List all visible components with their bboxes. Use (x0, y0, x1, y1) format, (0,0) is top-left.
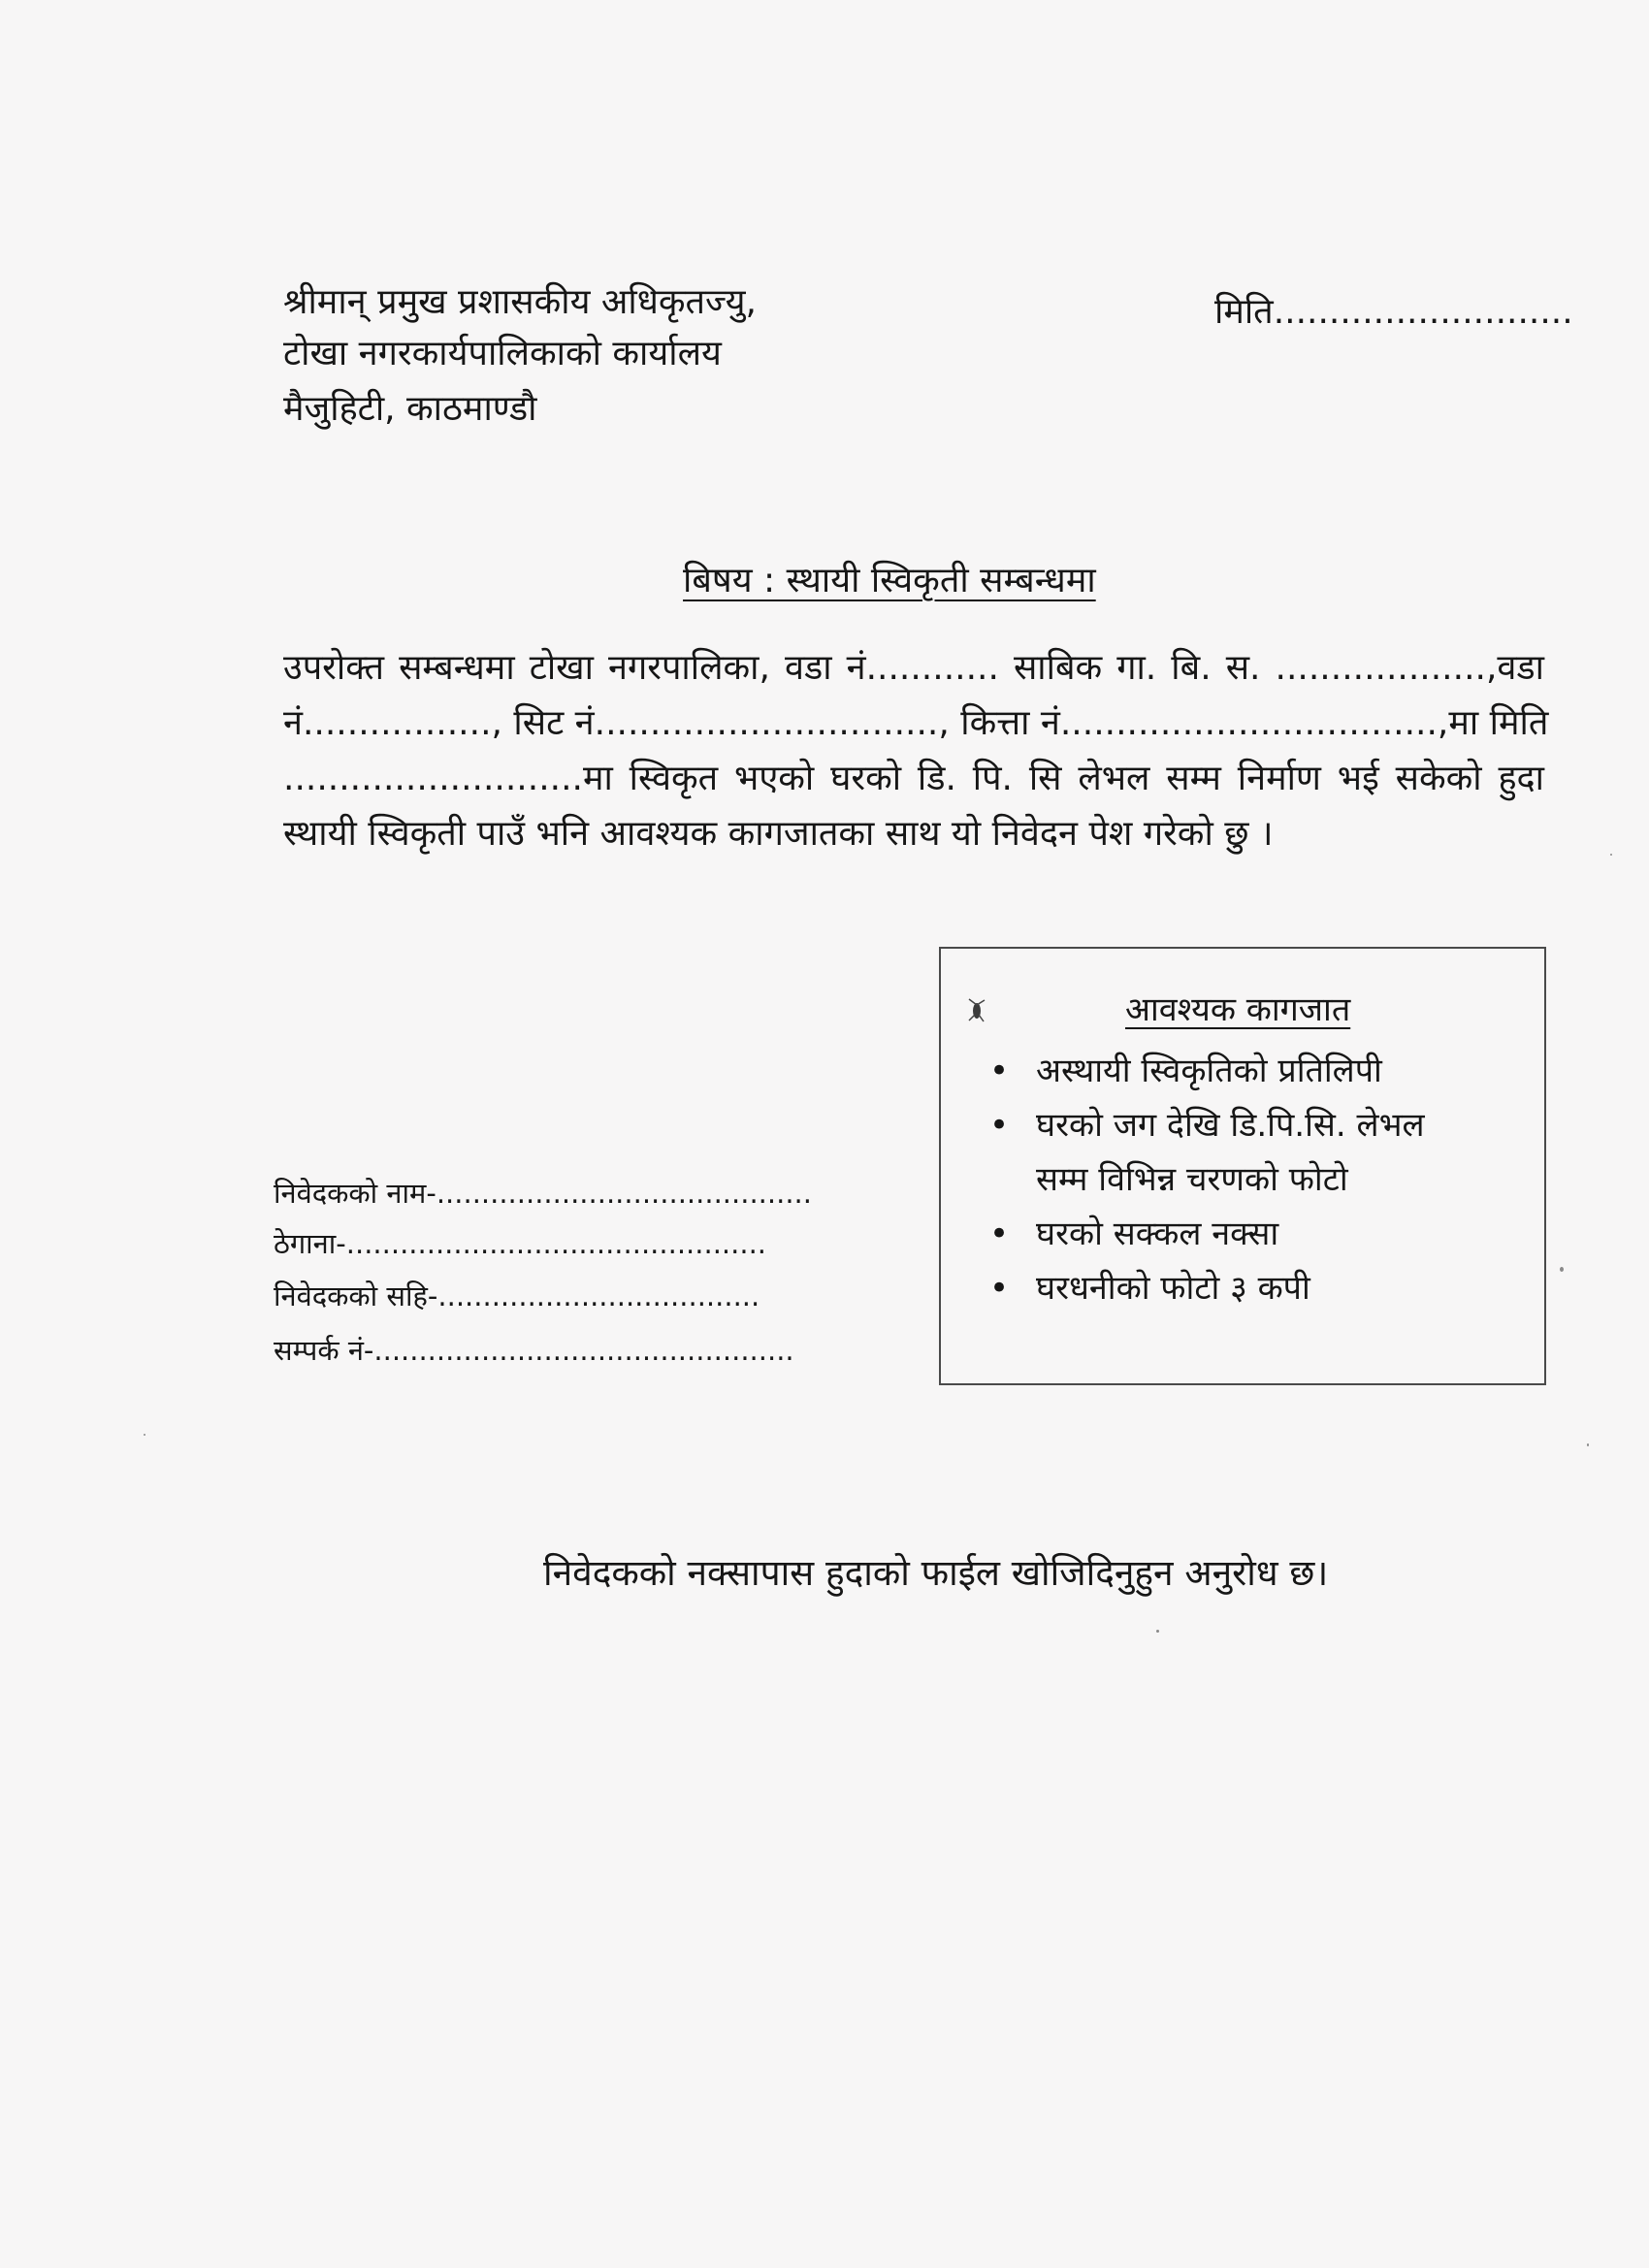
scan-speck (1587, 1443, 1589, 1446)
date-field: मिति........................... (1214, 292, 1573, 332)
bullet-icon: • (989, 1052, 1010, 1090)
applicant-signature-field: निवेदकको सहि-.................................... (274, 1280, 760, 1312)
document-item-label: सम्म विभिन्न चरणको फोटो (1036, 1160, 1348, 1199)
bullet-icon: • (989, 1269, 1010, 1308)
body-paragraph (283, 640, 1549, 861)
document-item (989, 1207, 1425, 1261)
required-documents-box (939, 947, 1546, 1385)
required-documents-title: आवश्यक कागजात (1125, 990, 1351, 1029)
body-line-3: ...........................मा स्विकृत भएको घरको डि. पि. सि लेभल सम्म निर्माण भई सकेको हुदा (283, 759, 1544, 798)
addressee-line-3: मैजुहिटी, काठमाण्डौ (283, 389, 537, 429)
body-line-4: स्थायी स्विकृती पाउँ भनि आवश्यक कागजातका साथ यो निवेदन पेश गरेको छु । (283, 814, 1274, 854)
addressee-line-2: टोखा नगरकार्यपालिकाको कार्यालय (283, 334, 722, 373)
applicant-contact-field: सम्पर्क नं-............................................... (274, 1334, 794, 1367)
scan-speck (1156, 1630, 1159, 1633)
body-line-2: नं................., सिट नं..............................., कित्ता नं..................................,मा मिति (283, 703, 1549, 743)
document-item-label: घरको जग देखि डि.पि.सि. लेभल (1036, 1106, 1425, 1145)
document-item (989, 1098, 1425, 1152)
applicant-address-field: ठेगाना-............................................... (274, 1227, 767, 1260)
scan-speck (1560, 1267, 1564, 1272)
subject-heading: बिषय : स्थायी स्विकृती सम्बन्धमा (683, 561, 1096, 600)
request-statement: निवेदकको नक्सापास हुदाको फाईल खोजिदिनुहुन अनुरोध छ। (543, 1552, 1329, 1594)
scan-speck (1610, 854, 1612, 856)
scan-speck (144, 1434, 146, 1436)
document-item (989, 1261, 1425, 1315)
document-item-label: अस्थायी स्विकृतिको प्रतिलिपी (1036, 1052, 1382, 1090)
document-item-label: घरधनीको फोटो ३ कपी (1036, 1269, 1310, 1308)
document-item (989, 1044, 1425, 1098)
bullet-icon: • (989, 1215, 1010, 1253)
applicant-name-field: निवेदकको नाम-.......................................... (274, 1177, 812, 1210)
document-item-continuation (989, 1152, 1425, 1207)
addressee-line-1: श्रीमान् प्रमुख प्रशासकीय अधिकृतज्यु, (283, 282, 757, 322)
bullet-icon: • (989, 1106, 1010, 1145)
body-line-1: उपरोक्त सम्बन्धमा टोखा नगरपालिका, वडा नं............ साबिक गा. बि. स. ...................,वडा (283, 648, 1544, 688)
insect-mark-icon (966, 997, 987, 1024)
required-documents-list (989, 1044, 1425, 1315)
document-item-label: घरको सक्कल नक्सा (1036, 1215, 1279, 1253)
